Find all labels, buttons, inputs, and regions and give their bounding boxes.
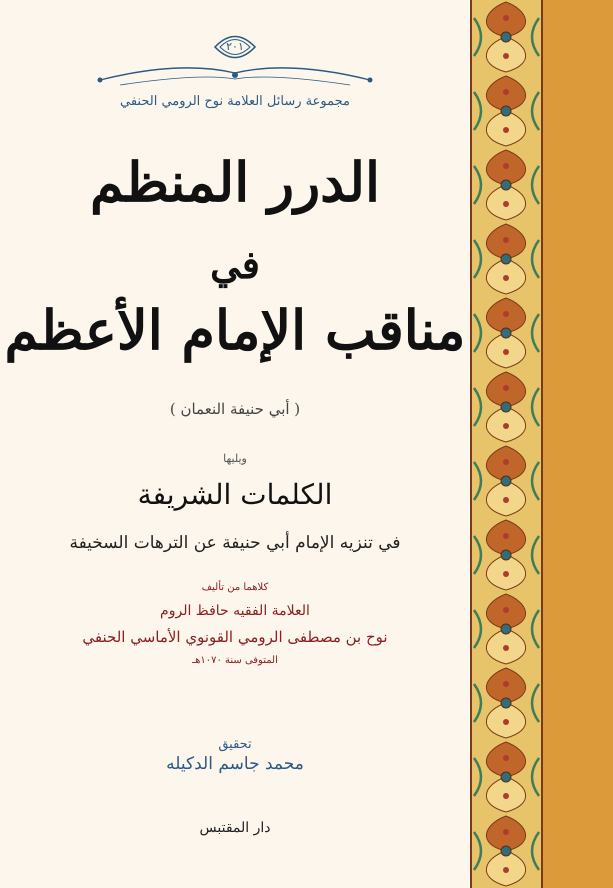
second-title: الكلمات الشريفة [137,478,333,511]
main-title-line2: مناقب الإمام الأعظم [4,298,466,362]
main-title-subtitle: ( أبي حنيفة النعمان ) [169,400,301,418]
second-subtitle: في تنزيه الإمام أبي حنيفة عن الترهات السخيفة [69,533,401,553]
volume-number: ٢٠١ [226,40,244,53]
gold-edge-strip [543,0,613,888]
both-by-label: كلاهما من تأليف [201,582,269,593]
author-death-date: المتوفى سنة ١٠٧٠هـ [192,655,278,666]
ornamental-border [470,0,543,888]
series-ornament [0,55,470,95]
main-title-fi: في [210,242,260,287]
followed-by-label: ويليها [223,452,247,465]
publisher-name: دار المقتبس [199,820,271,836]
tahqiq-label: تحقيق [218,737,252,752]
series-title: مجموعة رسائل العلامة نوح الرومي الحنفي [120,94,350,109]
author-epithet: العلامة الفقيه حافظ الروم [160,603,310,619]
main-title-line1: الدرر المنظم [90,150,380,214]
editor-name: محمد جاسم الدكيله [166,754,304,774]
author-name: نوح بن مصطفى الرومي القونوي الأماسي الحنفي [82,628,388,646]
